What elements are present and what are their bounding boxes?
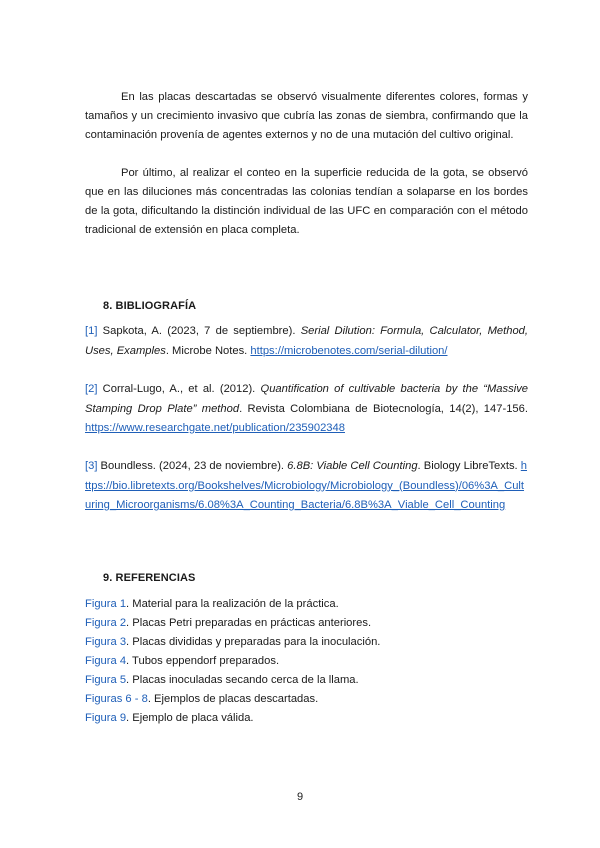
paragraph-drop-count: Por último, al realizar el conteo en la superficie reducida de la gota, se observó que en las diluciones más concentradas las colonias tendían a solaparse en los bordes de la gota, dificultando la distinción individual de las UFC en comparación con el método tradicional de extensión en placa completa. xyxy=(85,167,528,236)
figure-caption: . Tubos eppendorf preparados. xyxy=(126,655,280,667)
figure-reference-item xyxy=(85,595,528,614)
figure-reference-item xyxy=(85,614,528,633)
figure-reference-item xyxy=(85,709,528,728)
figure-reference-item xyxy=(85,690,528,709)
references-heading: 9. REFERENCIAS xyxy=(103,572,196,584)
bibliography-entry-2 xyxy=(85,380,528,439)
paragraph-discarded-plates: En las placas descartadas se observó visualmente diferentes colores, formas y tamaños y un crecimiento invasivo que cubría las zonas de siembra, confirmando que la contaminación provenía de agentes externos y no de una mutación del cultivo original. xyxy=(85,91,528,141)
figure-reference-item xyxy=(85,652,528,671)
figure-caption: . Placas inoculadas secando cerca de la llama. xyxy=(126,674,359,686)
citation-link[interactable]: https://microbenotes.com/serial-dilution/ xyxy=(250,344,448,357)
citation-source: . Revista Colombiana de Biotecnología, 14(2), 147-156. xyxy=(239,402,528,415)
figure-link[interactable]: Figura 2 xyxy=(85,617,127,629)
figure-link[interactable]: Figura 4 xyxy=(85,655,127,667)
citation-number: [2] xyxy=(85,383,98,395)
figure-link[interactable]: Figura 5 xyxy=(85,674,127,686)
figure-link[interactable]: Figura 3 xyxy=(85,636,127,648)
citation-title: Quantification of cultivable bacteria by the “Massive Stamping Drop Plate” method xyxy=(85,383,529,415)
figure-caption: . Placas Petri preparadas en prácticas anteriores. xyxy=(126,617,372,629)
figure-reference-list xyxy=(85,595,528,728)
citation-link[interactable]: https://bio.libretexts.org/Bookshelves/Microbiology/Microbiology_(Boundless)/06%3A_Culturing_Microorganisms/6.08%3A_Counting_Bacteria/6.8B%3A_Viable_Cell_Counting xyxy=(85,460,528,511)
figure-link[interactable]: Figuras 6 - 8 xyxy=(85,693,148,705)
citation-link[interactable]: https://www.researchgate.net/publication/235902348 xyxy=(85,422,345,434)
citation-authors: Sapkota, A. (2023, 7 de septiembre). xyxy=(97,325,301,337)
citation-authors: Boundless. (2024, 23 de noviembre). xyxy=(97,460,288,472)
page-number: 9 xyxy=(296,791,304,803)
bibliography-heading: 8. BIBLIOGRAFÍA xyxy=(103,300,197,312)
figure-caption: . Ejemplo de placa válida. xyxy=(126,712,254,724)
bibliography-entry-1 xyxy=(85,322,528,361)
figure-link[interactable]: Figura 1 xyxy=(85,598,127,610)
citation-number: [3] xyxy=(85,460,98,472)
citation-source: . Biology LibreTexts. xyxy=(417,460,521,472)
citation-number: [1] xyxy=(85,325,98,337)
figure-caption: . Ejemplos de placas descartadas. xyxy=(147,693,319,705)
citation-title: Serial Dilution: Formula, Calculator, Method, Uses, Examples xyxy=(85,325,529,357)
citation-source: . Microbe Notes. xyxy=(165,344,251,357)
figure-link[interactable]: Figura 9 xyxy=(85,712,127,724)
citation-title: 6.8B: Viable Cell Counting xyxy=(287,460,418,472)
figure-caption: . Material para la realización de la práctica. xyxy=(126,598,339,610)
figure-caption: . Placas divididas y preparadas para la inoculación. xyxy=(126,636,381,648)
figure-reference-item xyxy=(85,633,528,652)
citation-authors: Corral-Lugo, A., et al. (2012). xyxy=(97,383,261,395)
figure-reference-item xyxy=(85,671,528,690)
bibliography-entry-3 xyxy=(85,457,528,516)
